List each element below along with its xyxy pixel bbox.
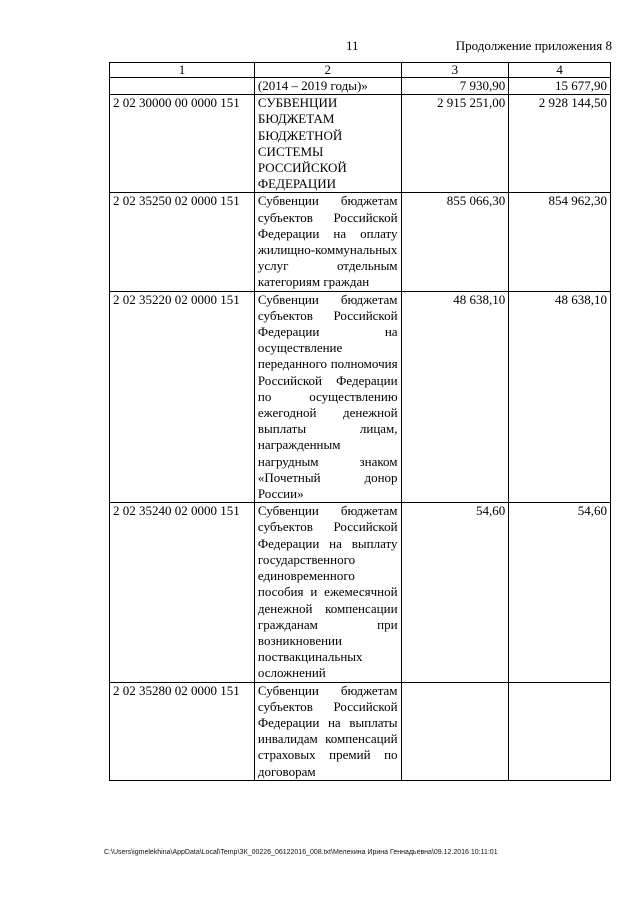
row-value-col4: 48 638,10	[509, 291, 611, 503]
row-code: 2 02 35250 02 0000 151	[110, 193, 255, 291]
row-code	[110, 78, 255, 95]
page-number: 11	[346, 38, 359, 53]
row-name: СУБВЕНЦИИ БЮДЖЕТАМ БЮДЖЕТНОЙ СИСТЕМЫ РОССИЙСКОЙ ФЕДЕРАЦИИ	[254, 95, 401, 193]
table-row	[110, 193, 611, 291]
row-value-col3: 54,60	[401, 503, 509, 682]
continuation-note: Продолжение приложения 8	[455, 38, 612, 53]
column-number: 4	[509, 63, 611, 78]
table-row	[110, 78, 611, 95]
column-number: 1	[110, 63, 255, 78]
row-code: 2 02 30000 00 0000 151	[110, 95, 255, 193]
row-value-col3: 48 638,10	[401, 291, 509, 503]
row-name: Субвенции бюджетам субъектов Российской Федерации на выплаты инвалидам компенсаций страховых премий по договорам	[254, 682, 401, 780]
row-name: Субвенции бюджетам субъектов Российской Федерации на оплату жилищно-коммунальных услуг отдельным категориям граждан	[254, 193, 401, 291]
row-name: Субвенции бюджетам субъектов Российской Федерации на осуществление переданного полномочия Российской Федерации по осуществлению ежегодной денежной выплаты лицам, награжденным нагрудным знаком «Почетный донор России»	[254, 291, 401, 503]
row-value-col4: 15 677,90	[509, 78, 611, 95]
table-row	[110, 682, 611, 780]
row-code: 2 02 35280 02 0000 151	[110, 682, 255, 780]
row-value-col3	[401, 682, 509, 780]
table-row	[110, 291, 611, 503]
row-value-col4	[509, 682, 611, 780]
row-code: 2 02 35240 02 0000 151	[110, 503, 255, 682]
table-row	[110, 95, 611, 193]
row-value-col3: 855 066,30	[401, 193, 509, 291]
row-name: Субвенции бюджетам субъектов Российской Федерации на выплату государственного единовременного пособия и ежемесячной денежной компенсации гражданам при возникновении поствакцинальных осложнений	[254, 503, 401, 682]
column-number-row	[110, 63, 611, 78]
column-number: 2	[254, 63, 401, 78]
file-path-footer: C:\Users\igmelekhina\AppData\Local\Temp\ЗК_00226_06122016_008.txt\Мелехина Ирина Геннадьевна\09.12.2016 10:11:01	[104, 849, 498, 856]
row-value-col4: 2 928 144,50	[509, 95, 611, 193]
row-value-col4: 854 962,30	[509, 193, 611, 291]
row-code: 2 02 35220 02 0000 151	[110, 291, 255, 503]
row-name: (2014 – 2019 годы)»	[254, 78, 401, 95]
row-value-col4: 54,60	[509, 503, 611, 682]
table-row	[110, 503, 611, 682]
column-number: 3	[401, 63, 509, 78]
row-value-col3: 2 915 251,00	[401, 95, 509, 193]
budget-table	[109, 62, 611, 781]
row-value-col3: 7 930,90	[401, 78, 509, 95]
